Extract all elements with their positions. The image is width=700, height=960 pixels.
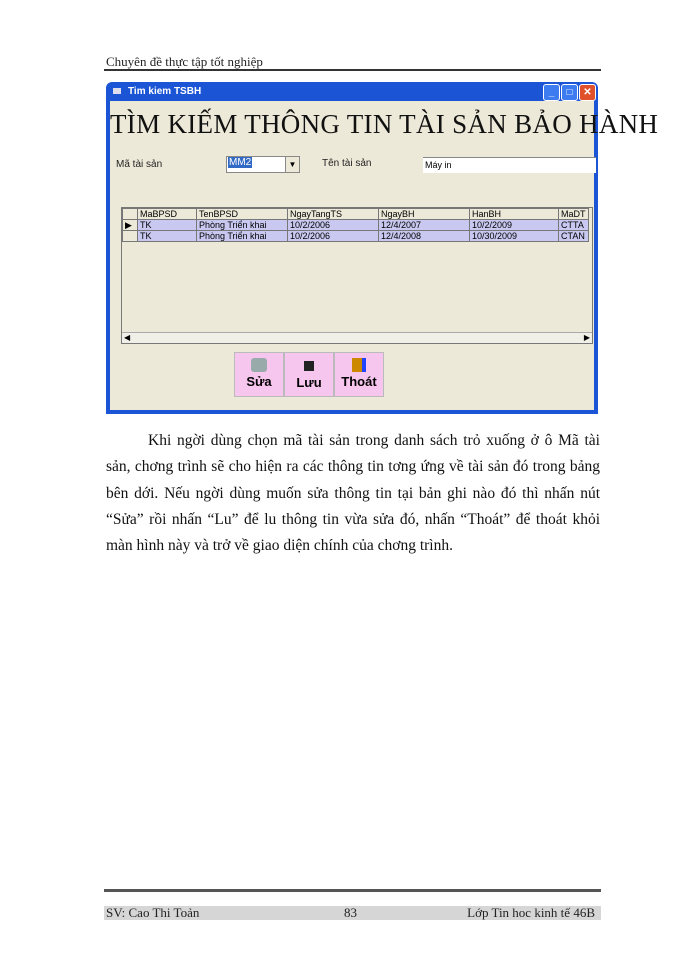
close-icon[interactable]: ✕ <box>579 84 596 101</box>
title-bar <box>106 82 598 101</box>
cell[interactable]: 10/2/2006 <box>288 220 379 231</box>
row-pointer-icon: ▶ <box>123 220 138 231</box>
luu-label: Lưu <box>296 375 322 390</box>
app-icon <box>113 88 121 94</box>
form-heading: TÌM KIẾM THÔNG TIN TÀI SẢN BẢO HÀNH <box>110 109 659 139</box>
cell[interactable]: TK <box>138 220 197 231</box>
footer-rule <box>104 889 601 892</box>
cell[interactable]: 10/30/2009 <box>470 231 559 242</box>
col-header[interactable]: NgayTangTS <box>288 209 379 220</box>
horizontal-scrollbar[interactable] <box>122 332 592 343</box>
cell[interactable]: Phòng Triển khai <box>197 231 288 242</box>
data-grid[interactable] <box>121 207 593 344</box>
ten-label: Tên tài sản <box>322 158 372 169</box>
page-header: Chuyên đề thực tập tốt nghiệp <box>106 54 263 69</box>
ten-tai-san-input[interactable]: Máy in <box>423 157 596 173</box>
luu-button[interactable] <box>284 352 334 397</box>
col-header[interactable]: HanBH <box>470 209 559 220</box>
col-header[interactable]: MaBPSD <box>138 209 197 220</box>
cell[interactable]: 10/2/2009 <box>470 220 559 231</box>
chevron-down-icon[interactable]: ▼ <box>285 157 299 172</box>
col-header[interactable]: MaDT <box>559 209 589 220</box>
cell[interactable]: CTAN <box>559 231 589 242</box>
window-title: Tim kiem TSBH <box>128 86 202 97</box>
grid-header <box>123 209 589 220</box>
scroll-left-icon[interactable]: ◀ <box>124 333 131 342</box>
footer-student: SV: Cao Thi Toản <box>106 905 200 920</box>
thoat-label: Thoát <box>341 374 377 389</box>
sua-button[interactable] <box>234 352 284 397</box>
cell[interactable]: TK <box>138 231 197 242</box>
header-rule <box>104 69 601 71</box>
page-footer <box>104 906 601 920</box>
page-number: 83 <box>344 905 357 920</box>
cell[interactable]: Phòng Triển khai <box>197 220 288 231</box>
table-row[interactable] <box>123 220 589 231</box>
cell[interactable]: 12/4/2008 <box>379 231 470 242</box>
col-header[interactable]: TenBPSD <box>197 209 288 220</box>
body-paragraph: Khi ngời dùng chọn mã tài sản trong danh sách trỏ xuống ở ô Mã tài sản, chơng trình sẽ cho hiện ra các thông tin tơng ứng về tài sản đó trong bảng bên dới. Nếu ngời dùng muốn sửa thông tin tại bản ghi nào đó thì nhấn nút “Sửa” rồi nhấn “Lu” để lu thông tin vừa sửa đó, nhấn “Thoát” để thoát khỏi màn hình này và trở về giao diện chính của chơng trình. <box>106 432 600 555</box>
cell[interactable]: CTTA <box>559 220 589 231</box>
thoat-button[interactable] <box>334 352 384 397</box>
scroll-right-icon[interactable]: ▶ <box>583 333 590 342</box>
sua-label: Sửa <box>246 374 272 389</box>
minimize-icon[interactable]: _ <box>543 84 560 101</box>
search-window <box>106 82 659 414</box>
row-selector <box>123 231 138 242</box>
maximize-icon[interactable]: □ <box>561 84 578 101</box>
cell[interactable]: 10/2/2006 <box>288 231 379 242</box>
edit-icon <box>251 358 267 372</box>
ma-label: Mã tài sản <box>116 159 163 170</box>
cell[interactable]: 12/4/2007 <box>379 220 470 231</box>
footer-class: Lớp Tin hoc kinh tế 46B <box>467 905 595 920</box>
window-client <box>110 101 659 410</box>
col-header[interactable]: NgayBH <box>379 209 470 220</box>
table-row[interactable] <box>123 231 589 242</box>
ma-tai-san-combo[interactable] <box>226 156 300 173</box>
combo-value: MM2 <box>229 157 252 168</box>
save-icon <box>304 361 314 371</box>
exit-icon <box>352 358 366 372</box>
